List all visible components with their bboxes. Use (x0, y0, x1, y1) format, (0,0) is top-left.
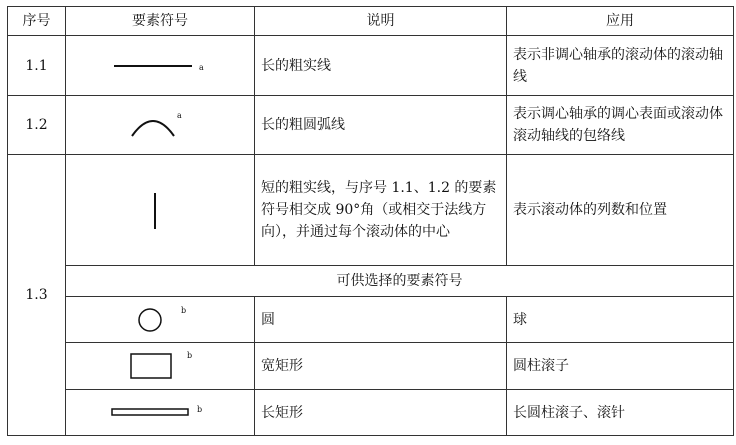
application-cell: 长圆柱滚子、滚针 (507, 390, 734, 436)
application-cell: 表示非调心轴承的滚动体的滚动轴线 (507, 36, 734, 96)
footnote-marker: a (199, 63, 204, 72)
symbol-cell (66, 297, 255, 343)
symbol-cell (66, 36, 255, 96)
header-application: 应用 (507, 7, 734, 36)
description-cell: 短的粗实线，与序号 1.1、1.2 的要素符号相交成 90°角（或相交于法线方向），并通过每个滚动体的中心 (255, 155, 507, 266)
long-rectangle-icon (66, 390, 255, 435)
row-number: 1.3 (8, 155, 66, 436)
short-thick-line-icon (66, 155, 255, 265)
symbol-cell (66, 390, 255, 436)
circle-icon (66, 297, 255, 342)
symbol-cell (66, 155, 255, 266)
description-cell: 圆 (255, 297, 507, 343)
optional-title-row (8, 266, 734, 297)
thick-arc-icon (66, 96, 255, 154)
row-number: 1.2 (8, 96, 66, 155)
table-row (8, 390, 734, 436)
long-thick-line-icon (66, 36, 255, 95)
application-cell: 表示滚动体的列数和位置 (507, 155, 734, 266)
footnote-marker: b (181, 306, 187, 315)
header-element-symbol: 要素符号 (66, 7, 255, 36)
row-number: 1.1 (8, 36, 66, 96)
table-row (8, 297, 734, 343)
symbol-cell (66, 96, 255, 155)
application-cell: 球 (507, 297, 734, 343)
application-cell: 表示调心轴承的调心表面或滚动体滚动轴线的包络线 (507, 96, 734, 155)
description-cell: 长的粗圆弧线 (255, 96, 507, 155)
table-row (8, 96, 734, 155)
footnote-marker: a (177, 111, 182, 120)
wide-rectangle-icon (66, 343, 255, 389)
description-cell: 长矩形 (255, 390, 507, 436)
footnote-marker: b (197, 405, 203, 414)
symbol-cell (66, 343, 255, 390)
element-symbol-table (7, 6, 734, 436)
application-cell: 圆柱滚子 (507, 343, 734, 390)
table-row (8, 343, 734, 390)
optional-symbols-title: 可供选择的要素符号 (66, 266, 734, 297)
header-description: 说明 (255, 7, 507, 36)
header-number: 序号 (8, 7, 66, 36)
description-cell: 宽矩形 (255, 343, 507, 390)
table-row (8, 36, 734, 96)
table-header-row (8, 7, 734, 36)
table-row (8, 155, 734, 266)
description-cell: 长的粗实线 (255, 36, 507, 96)
footnote-marker: b (187, 351, 193, 360)
